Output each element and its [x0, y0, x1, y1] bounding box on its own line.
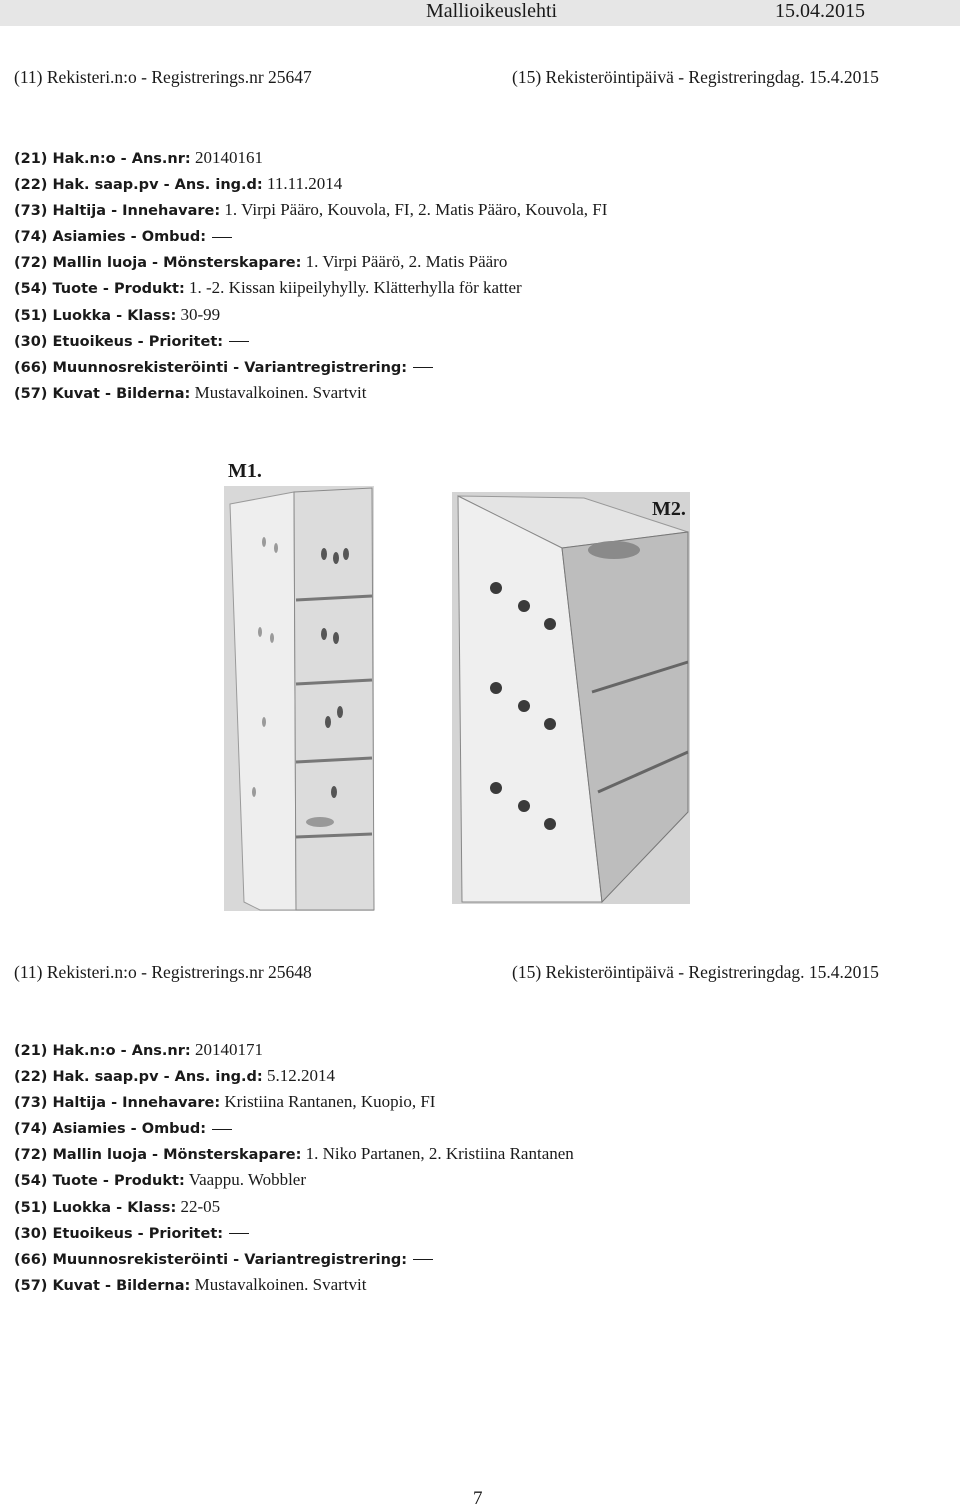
field-row: (30) Etuoikeus - Prioritet: [14, 1220, 574, 1246]
page-header [0, 0, 960, 26]
registration-date: (15) Rekisteröintipäivä - Registreringdag. 15.4.2015 [512, 962, 879, 982]
empty-dash [229, 1233, 249, 1234]
empty-dash [413, 367, 433, 368]
field-row: (54) Tuote - Produkt: 1. -2. Kissan kiipeilyhylly. Klätterhylla för katter [14, 278, 522, 298]
entry-fields [14, 1037, 574, 1298]
field-row: (30) Etuoikeus - Prioritet: [14, 328, 607, 354]
empty-dash [212, 237, 232, 238]
empty-dash [413, 1259, 433, 1260]
page-number: 7 [473, 1488, 483, 1509]
field-row: (74) Asiamies - Ombud: [14, 223, 607, 249]
field-row: (66) Muunnosrekisteröinti - Variantregistrering: [14, 1246, 574, 1272]
registration-date: (15) Rekisteröintipäivä - Registreringdag. 15.4.2015 [512, 67, 879, 87]
field-row: (74) Asiamies - Ombud: [14, 1115, 574, 1141]
figure-label: M2. [652, 498, 686, 520]
field-row: (57) Kuvat - Bilderna: Mustavalkoinen. Svartvit [14, 1274, 367, 1294]
field-row: (72) Mallin luoja - Mönsterskapare: 1. Niko Partanen, 2. Kristiina Rantanen [14, 1144, 574, 1164]
figure-m2 [452, 492, 690, 904]
field-row: (51) Luokka - Klass: 22-05 [14, 1196, 221, 1216]
field-row: (54) Tuote - Produkt: Vaappu. Wobbler [14, 1170, 306, 1190]
field-row: (66) Muunnosrekisteröinti - Variantregistrering: [14, 354, 607, 380]
field-row: (51) Luokka - Klass: 30-99 [14, 304, 221, 324]
empty-dash [212, 1129, 232, 1130]
field-row: (73) Haltija - Innehavare: Kristiina Rantanen, Kuopio, FI [14, 1092, 436, 1112]
field-row: (22) Hak. saap.pv - Ans. ing.d: 5.12.2014 [14, 1066, 335, 1086]
figure-m1 [224, 462, 376, 912]
empty-dash [229, 341, 249, 342]
publication-date: 15.04.2015 [775, 0, 865, 22]
field-row: (21) Hak.n:o - Ans.nr: 20140171 [14, 1040, 263, 1059]
registration-number: (11) Rekisteri.n:o - Registrerings.nr 25647 [14, 67, 312, 87]
entry-fields [14, 145, 607, 406]
field-row: (73) Haltija - Innehavare: 1. Virpi Pääro, Kouvola, FI, 2. Matis Pääro, Kouvola, FI [14, 200, 608, 220]
publication-title: Mallioikeuslehti [426, 0, 558, 22]
registration-number: (11) Rekisteri.n:o - Registrerings.nr 25648 [14, 962, 312, 982]
field-row: (57) Kuvat - Bilderna: Mustavalkoinen. Svartvit [14, 382, 367, 402]
figure-label: M1. [228, 460, 262, 482]
field-row: (22) Hak. saap.pv - Ans. ing.d: 11.11.2014 [14, 174, 343, 194]
field-row: (21) Hak.n:o - Ans.nr: 20140161 [14, 148, 263, 167]
field-row: (72) Mallin luoja - Mönsterskapare: 1. Virpi Päärö, 2. Matis Pääro [14, 252, 508, 272]
